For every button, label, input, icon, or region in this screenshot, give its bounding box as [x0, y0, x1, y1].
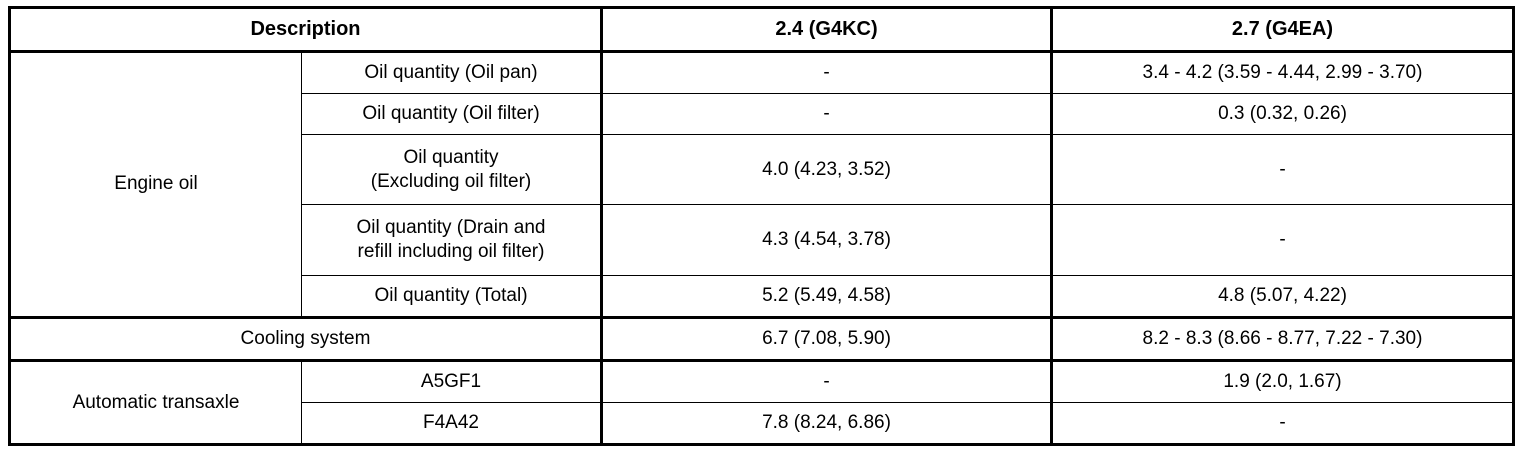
header-engine-2-7: 2.7 (G4EA) [1052, 8, 1514, 52]
row-label-line-2: (Excluding oil filter) [370, 170, 532, 192]
cell-2-7-a5gf1: 1.9 (2.0, 1.67) [1052, 360, 1514, 402]
cell-2-7-cooling-system: 8.2 - 8.3 (8.66 - 8.77, 7.22 - 7.30) [1052, 317, 1514, 360]
row-label-drain-and-refill [302, 205, 602, 275]
cell-2-4-cooling-system: 6.7 (7.08, 5.90) [602, 317, 1052, 360]
cell-2-4-oil-pan: - [602, 52, 1052, 94]
header-description: Description [10, 8, 602, 52]
row-label-f4a42: F4A42 [302, 402, 602, 444]
cell-2-7-excluding-oil-filter: - [1052, 134, 1514, 204]
table-header-row [10, 8, 1514, 52]
row-label-a5gf1: A5GF1 [302, 360, 602, 402]
table-header [10, 8, 1514, 52]
cell-2-7-drain-and-refill: - [1052, 205, 1514, 275]
table-row [10, 360, 1514, 402]
row-label-excluding-oil-filter [302, 134, 602, 204]
cell-2-7-f4a42: - [1052, 402, 1514, 444]
cell-2-4-f4a42: 7.8 (8.24, 6.86) [602, 402, 1052, 444]
cell-2-7-oil-total: 4.8 (5.07, 4.22) [1052, 275, 1514, 317]
header-engine-2-4: 2.4 (G4KC) [602, 8, 1052, 52]
cell-2-4-a5gf1: - [602, 360, 1052, 402]
table-body [10, 52, 1514, 445]
specification-table [8, 6, 1515, 446]
row-label-line-2: refill including oil filter) [357, 240, 545, 262]
group-label-engine-oil: Engine oil [10, 52, 302, 318]
group-label-cooling-system: Cooling system [10, 317, 602, 360]
row-label-line-1: Oil quantity [403, 146, 499, 168]
table-row [10, 317, 1514, 360]
row-label-line-1: Oil quantity (Drain and [356, 217, 546, 239]
row-label-oil-total: Oil quantity (Total) [302, 275, 602, 317]
cell-2-4-drain-and-refill: 4.3 (4.54, 3.78) [602, 205, 1052, 275]
row-label-oil-pan: Oil quantity (Oil pan) [302, 52, 602, 94]
cell-2-4-oil-filter: - [602, 94, 1052, 135]
cell-2-7-oil-filter: 0.3 (0.32, 0.26) [1052, 94, 1514, 135]
cell-2-4-excluding-oil-filter: 4.0 (4.23, 3.52) [602, 134, 1052, 204]
row-label-oil-filter: Oil quantity (Oil filter) [302, 94, 602, 135]
cell-2-7-oil-pan: 3.4 - 4.2 (3.59 - 4.44, 2.99 - 3.70) [1052, 52, 1514, 94]
cell-2-4-oil-total: 5.2 (5.49, 4.58) [602, 275, 1052, 317]
group-label-automatic-transaxle: Automatic transaxle [10, 360, 302, 444]
table-row [10, 52, 1514, 94]
